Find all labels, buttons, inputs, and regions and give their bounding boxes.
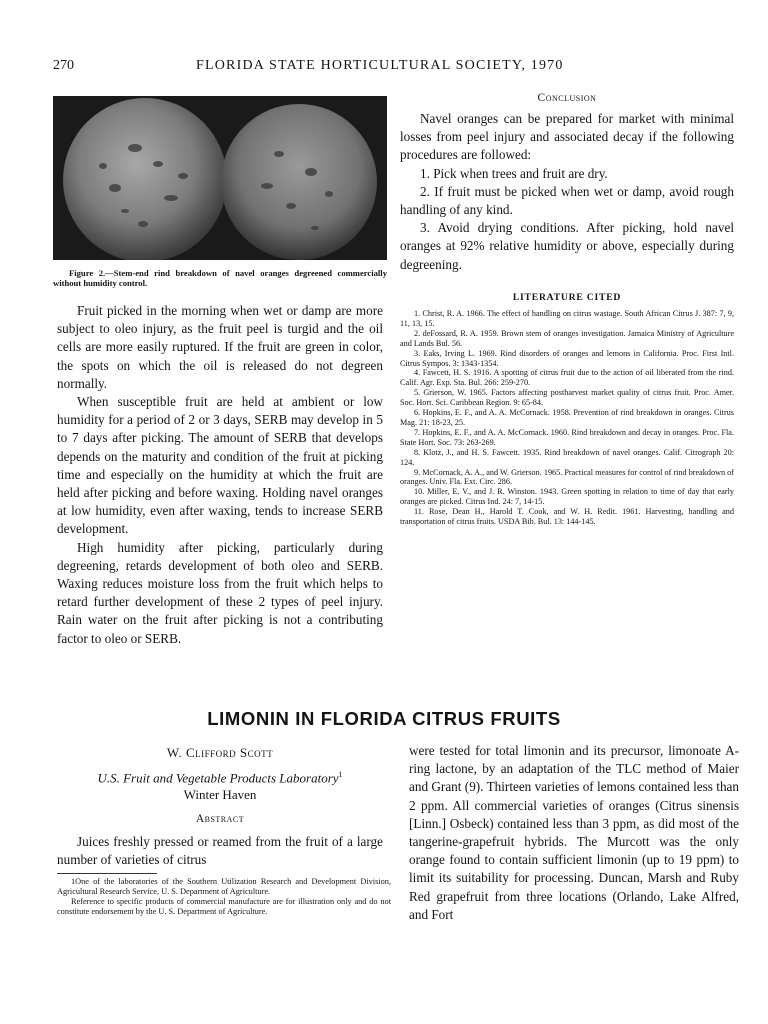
literature-heading: LITERATURE CITED	[512, 292, 622, 303]
reference-item: 1. Christ, R. A. 1966. The effect of handling on citrus wastage. South African Citrus J. 387: 7, 9, 11, 13, 15.	[400, 309, 734, 328]
reference-item: 4. Fawcett, H. S. 1916. A spotting of citrus fruit due to the action of oil liberated from the rind. Calif. Agr. Exp. Sta. Bul. 266: 259-270.	[400, 368, 734, 388]
list-item: 1. Pick when trees and fruit are dry.	[420, 165, 608, 181]
abstract-heading: Abstract	[195, 813, 245, 825]
reference-item: 5. Grierson, W. 1965. Factors affecting postharvest market quality of citrus fruit. Proc. Amer. Soc. Hort. Sci. Caribbean Region. 9: 65-84.	[400, 388, 734, 408]
paragraph: High humidity after picking, particularly during degreening, retards development of both oleo and SERB. Waxing reduces moisture loss from the fruit which helps to retard further development of these 2 types of peel injury. Rain water on the fruit after picking is not a contributing factor to oleo or SERB.	[57, 539, 383, 646]
reference-item: 2. deFossard, R. A. 1959. Brown stem of oranges investigation. Jamaica Ministry of Agriculture and Lands Bul. 56.	[400, 328, 734, 348]
article-title: LIMONIN IN FLORIDA CITRUS FRUITS	[207, 708, 561, 729]
running-head: FLORIDA STATE HORTICULTURAL SOCIETY, 1970	[196, 58, 564, 73]
page-number: 270	[53, 58, 74, 73]
footnote	[57, 877, 391, 917]
paragraph: Juices freshly pressed or reamed from the fruit of a large number of varieties of citrus	[57, 834, 383, 868]
orange-fruit-image	[53, 96, 387, 260]
author-name: W. Clifford Scott	[166, 745, 274, 760]
list-item: 3. Avoid drying conditions. After picking, hold navel oranges at 92% relative humidity or above, especially during degreening.	[400, 220, 734, 272]
footnote-text: Reference to specific products of commercial manufacture are for illustration only and do not constitute endorsement by the U. S. Department of Agriculture.	[57, 896, 391, 916]
figure-photo	[53, 96, 387, 260]
reference-item: 7. Hopkins, E. F., and A. A. McCornack. 1960. Rind breakdown and decay in oranges. Proc. Fla. State Hort. Soc. 73: 263-269.	[400, 427, 734, 447]
affiliation-lab: U.S. Fruit and Vegetable Products Laboratory	[97, 770, 339, 786]
footnote-marker: 1	[338, 770, 343, 779]
reference-item: 6. Hopkins, E. F., and A. A. McCornack. 1958. Prevention of rind breakdown in oranges. Citrus Mag. 21: 18-23, 25.	[400, 408, 734, 427]
reference-item: 8. Klotz, J., and H. S. Fawcett. 1935. Rind breakdown of navel oranges. Calif. Citrograph 20: 124.	[400, 447, 734, 467]
list-item: 2. If fruit must be picked when wet or damp, avoid rough handling of any kind.	[400, 183, 734, 218]
reference-list	[400, 309, 734, 527]
paragraph: were tested for total limonin and its precursor, limonoate A-ring lactone, by an adaptation of the TLC method of Maier and Grant (9). Thirteen varieties of lemons contained less than 2 ppm. All commercial varieties of oranges (Citrus sinensis [Linn.] Osbeck) contained less than 3 ppm, as did most of the tangerine-grapefruit hybrids. The Murcott was the only orange found to contain sufficient limonin (up to 19 ppm) to limit its suitability for processing. Duncan, Marsh and Ruby Red grapefruit from three locations (Orlando, Lake Alfred, and Fort	[409, 743, 739, 922]
left-column-text	[57, 302, 383, 648]
paragraph: Navel oranges can be prepared for market with minimal losses from peel injury and associated decay if the following procedures are followed:	[400, 111, 734, 163]
conclusion-heading: Conclusion	[537, 92, 597, 104]
conclusion-text	[400, 110, 734, 274]
figure-caption: Figure 2.—Stem-end rind breakdown of navel oranges degreened commercially without humidity control.	[53, 268, 387, 288]
abstract-text	[57, 833, 383, 869]
paragraph: When susceptible fruit are held at ambient or low humidity for a period of 2 or 3 days, SERB may develop in 5 to 7 days after picking. The amount of SERB that develops depends on the maturity and condition of the fruit at picking time and especially on the humidity at which the fruit are held after picking and before waxing. Holding navel oranges at low humidity, even after waxing, tends to increase SERB development.	[57, 394, 383, 537]
paragraph: Fruit picked in the morning when wet or damp are more subject to oleo injury, as the fruit peel is turgid and the oil cells are more easily ruptured. If the fruit are green in color, the spots on which the oil is released do not degreen normally.	[57, 303, 383, 391]
reference-item: 9. McCornack, A. A., and W. Grierson. 1965. Practical measures for control of rind breakdown of oranges. Univ. Fla. Ext. Circ. 286.	[400, 467, 734, 487]
footnote-text: 1One of the laboratories of the Southern Utilization Research and Development Division, Agricultural Research Service, U. S. Department of Agriculture.	[57, 877, 391, 896]
affiliation-location: Winter Haven	[183, 787, 257, 803]
article-body-right	[409, 742, 739, 924]
author-affiliation	[57, 766, 383, 803]
reference-item: 10. Miller, E. V., and J. R. Winston. 1943. Green spotting in relation to time of day that early oranges are picked. Citrus Ind. 24: 7, 14-15.	[400, 487, 734, 507]
footnote-divider	[57, 873, 157, 874]
reference-item: 3. Eaks, Irving L. 1969. Rind disorders of oranges and lemons in California. Proc. First Intl. Citrus Sympos. 3: 1343-1354.	[400, 348, 734, 368]
reference-item: 11. Rose, Dean H., Harold T. Cook, and W. H. Redit. 1961. Harvesting, handling and transportation of citrus fruits. USDA Bib. Bul. 13: 144-145.	[400, 507, 734, 527]
